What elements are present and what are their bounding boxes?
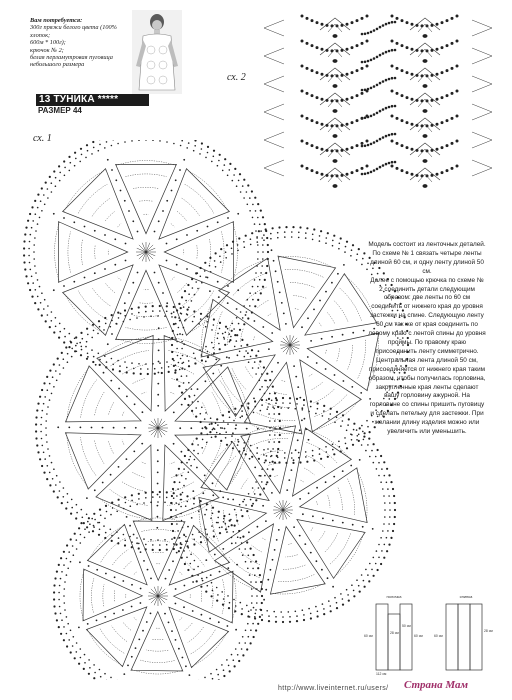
size-label: РАЗМЕР 44 (38, 106, 82, 115)
title-text: 13 ТУНИКА (39, 94, 95, 105)
materials-line: крючок № 2; (30, 46, 64, 54)
back-strip-left (446, 604, 458, 670)
materials-line: белая перламутровая пуговица небольшого размера (30, 54, 113, 69)
materials-line: 600м * 100г); (30, 39, 66, 47)
back-label: спинка (459, 594, 473, 599)
back-strip-center (458, 604, 470, 670)
dim-label: 28 см (390, 631, 399, 635)
front-label: полочка (386, 594, 402, 599)
title-stars: ***** (97, 94, 119, 105)
dim-label: 60 см (434, 634, 443, 638)
front-strip-right (400, 604, 412, 670)
footer-url: http://www.liveinternet.ru/users/ (278, 685, 389, 692)
dim-label: 60 см (414, 634, 423, 638)
materials-block (30, 17, 130, 69)
scheme1-diagram (18, 140, 418, 680)
pattern-schematic (362, 592, 500, 676)
description-paragraph: Модель состоит из ленточных деталей. (368, 241, 486, 248)
dim-label: 60 см (364, 634, 373, 638)
back-strip-right (470, 604, 482, 670)
description-paragraph: По схеме № 1 связать четыре ленты длиной 60 см, и одну ленту длиной 50 см. (370, 249, 484, 275)
lace-motif (170, 397, 396, 623)
front-strip-left (376, 604, 388, 670)
materials-intro: Вам потребуется: (30, 17, 83, 24)
description-text (368, 241, 486, 437)
dim-label: 50 см (402, 624, 411, 628)
lace-motif (23, 140, 269, 375)
front-strip-center (388, 614, 400, 670)
scheme1-label: сх. 1 (33, 133, 52, 144)
dim-label: 28 см (484, 629, 493, 633)
dim-label: 112 см (376, 672, 387, 676)
description-paragraph: Далее с помощью крючка по схеме № 2 соединить детали следующим образом: две ленты по 60 см соединить от нижнего края до уровня застежки на спине. Следующую ленту 60 см так же от края соединить по левому краю с лентой спины до уровня проймы. По правому краю присоединить ленту симметрично. Центральная лента длиной 50 см, присоединяется от нижнего края таким образом, чтобы получилась горловина, закругленные края ленты сделают вашу горловину ажурной. На горловине со спины пришить пуговицу и сделать петельку для застежки. При желании длину изделия можно или увеличить или уменьшить. (368, 276, 486, 436)
lace-motif (35, 305, 281, 551)
materials-line: 300г пряжи белого цвета (100% хлопок; (30, 24, 117, 39)
scheme2-label: сх. 2 (227, 72, 246, 83)
title-bar (36, 94, 149, 106)
watermark: Страна Мам (404, 679, 469, 691)
model-photo (132, 10, 182, 94)
